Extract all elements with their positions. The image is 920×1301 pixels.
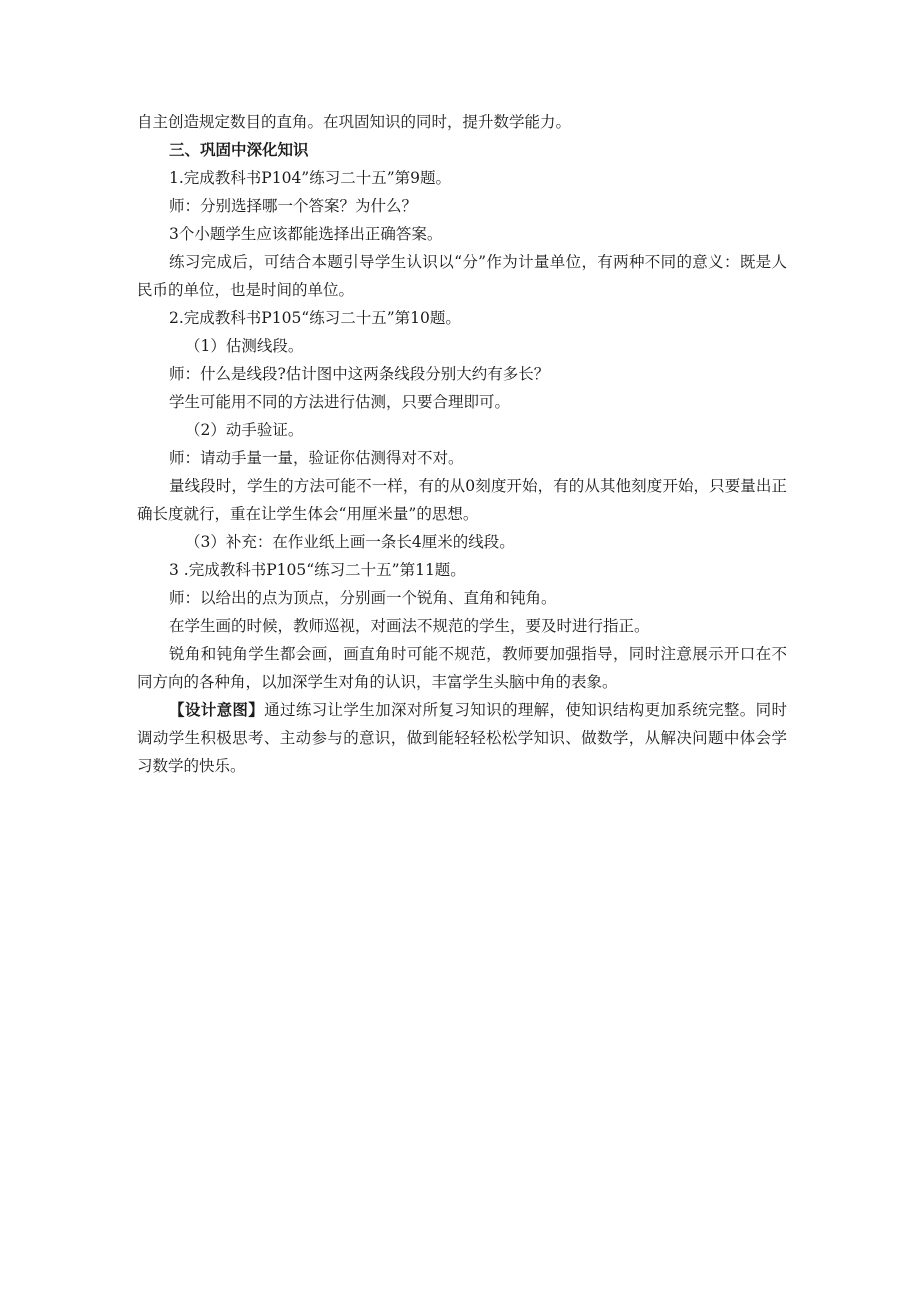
document-body	[137, 108, 787, 780]
paragraph-intro-continuation: 自主创造规定数目的直角。在巩固知识的同时，提升数学能力。	[137, 113, 572, 131]
teacher-question: 师：什么是线段?估计图中这两条线段分别大约有多长？	[169, 365, 550, 383]
paragraph-text: 在学生画的时候，教师巡视，对画法不规范的学生，要及时进行指正。	[169, 617, 650, 635]
teacher-question: 师：分别选择哪一个答案？为什么？	[169, 197, 418, 215]
paragraph-text: 量线段时，学生的方法可能不一样，有的从0刻度开始，有的从其他刻度开始，只要量出正确长度就行，重在让学生体会“用厘米量”的思想。	[137, 477, 787, 523]
sub-step-2: （2）动手验证。	[185, 421, 304, 439]
teacher-question: 师：请动手量一量，验证你估测得对不对。	[169, 449, 464, 467]
section-heading: 三、巩固中深化知识	[169, 140, 309, 159]
exercise-1-title: 1.完成教科书P104”练习二十五”第9题。	[169, 169, 452, 187]
design-intent-paragraph	[137, 696, 787, 780]
teacher-question: 师：以给出的点为顶点，分别画一个锐角、直角和钝角。	[169, 589, 557, 607]
exercise-2-title: 2.完成教科书P105“练习二十五”第10题。	[169, 309, 461, 327]
sub-step-1: （1）估测线段。	[185, 337, 304, 355]
exercise-3-title: 3 .完成教科书P105“练习二十五”第11题。	[169, 561, 466, 579]
paragraph-text: 3个小题学生应该都能选择出正确答案。	[169, 225, 443, 243]
sub-step-3: （3）补充：在作业纸上画一条长4厘米的线段。	[185, 533, 515, 551]
paragraph-text: 锐角和钝角学生都会画，画直角时可能不规范，教师要加强指导，同时注意展示开口在不同方向的各种角，以加深学生对角的认识，丰富学生头脑中角的表象。	[137, 645, 787, 691]
paragraph-text: 学生可能用不同的方法进行估测，只要合理即可。	[169, 393, 511, 411]
paragraph-text: 练习完成后，可结合本题引导学生认识以“分”作为计量单位，有两种不同的意义：既是人民币的单位，也是时间的单位。	[137, 253, 787, 299]
design-intent-text: 通过练习让学生加深对所复习知识的理解，使知识结构更加系统完整。同时调动学生积极思考、主动参与的意识，做到能轻轻松松学知识、做数学，从解决问题中体会学习数学的快乐。	[137, 701, 787, 775]
design-intent-label: 【设计意图】	[169, 700, 265, 719]
